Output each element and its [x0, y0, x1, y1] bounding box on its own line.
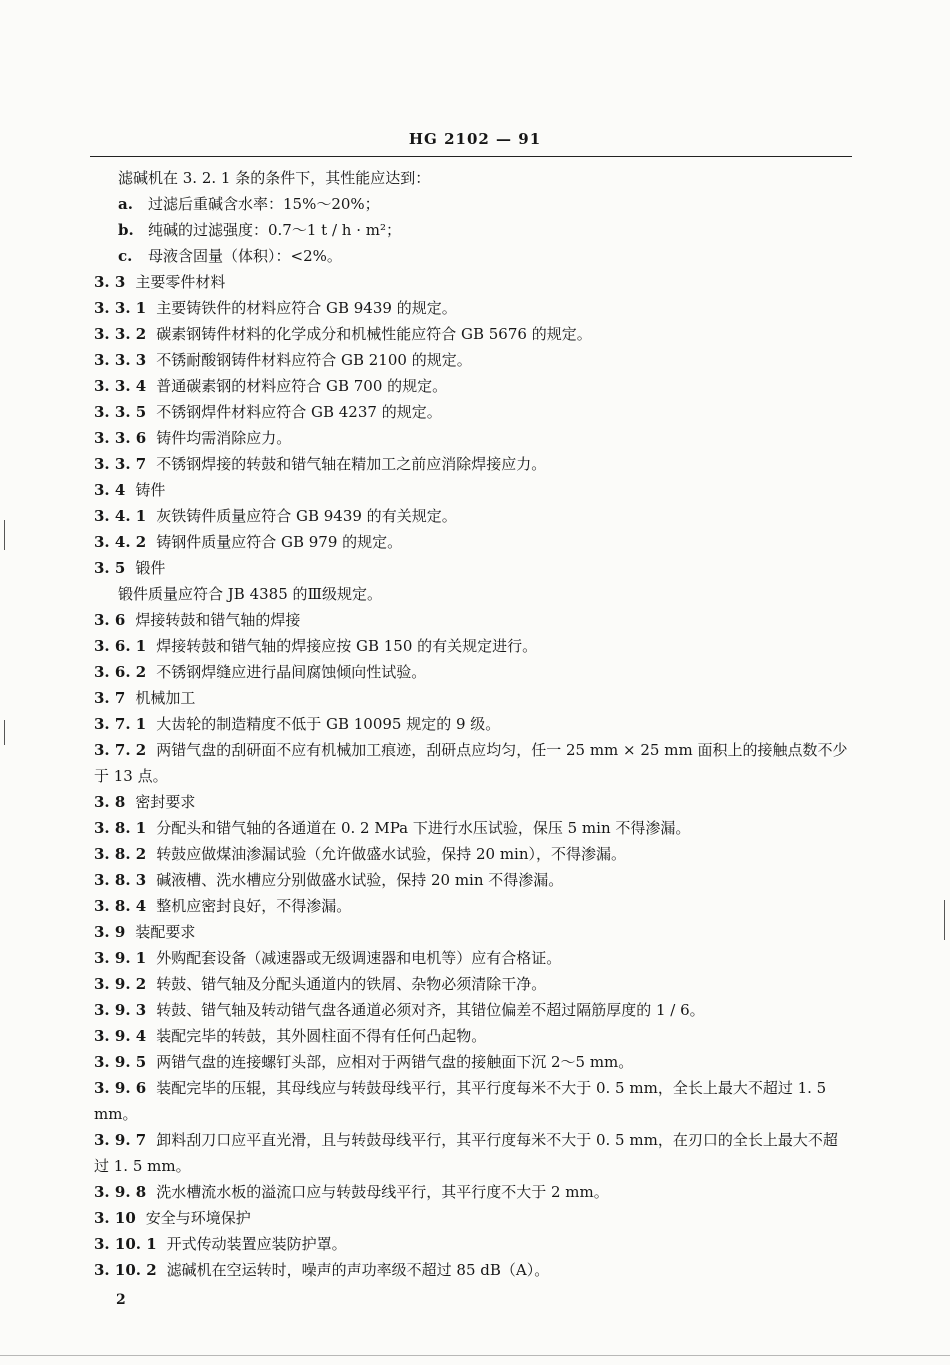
clause-text: 装配完毕的转鼓，其外圆柱面不得有任何凸起物。	[156, 1027, 487, 1045]
scan-edge	[0, 1355, 950, 1356]
clause-line	[94, 321, 850, 347]
clause-text: 机械加工	[135, 689, 196, 707]
clause-line	[94, 1049, 850, 1075]
clause-text: 普通碳素钢的材料应符合 GB 700 的规定。	[156, 377, 448, 395]
clause-line	[94, 867, 850, 893]
clause-number: 3. 4. 2	[94, 533, 147, 551]
clause-number: 3. 6. 1	[94, 637, 147, 655]
clause-line	[94, 1179, 850, 1205]
clause-text: 不锈钢焊接的转鼓和错气轴在精加工之前应消除焊接应力。	[156, 455, 547, 473]
clause-line	[94, 529, 850, 555]
clause-number: 3. 9. 3	[94, 1001, 147, 1019]
clause-text: 安全与环境保护	[145, 1209, 251, 1227]
clause-line	[94, 269, 850, 295]
clause-text: 洗水槽流水板的溢流口应与转鼓母线平行，其平行度不大于 2 mm。	[156, 1183, 609, 1201]
clause-text: 分配头和错气轴的各通道在 0. 2 MPa 下进行水压试验，保压 5 min 不得渗漏。	[156, 819, 691, 837]
clause-text: 碳素钢铸件材料的化学成分和机械性能应符合 GB 5676 的规定。	[156, 325, 592, 343]
clause-line	[94, 399, 850, 425]
intro-line: 滤碱机在 3. 2. 1 条的条件下，其性能应达到：	[118, 169, 431, 187]
clause-line	[94, 685, 850, 711]
clause-line	[94, 1023, 850, 1049]
clause-line	[94, 1257, 850, 1283]
clause-text: 铸件	[135, 481, 166, 499]
clause-text: 灰铁铸件质量应符合 GB 9439 的有关规定。	[156, 507, 457, 525]
clause-line	[94, 919, 850, 945]
item-letter: a.	[118, 195, 133, 213]
clause-text: 不锈钢焊缝应进行晶间腐蚀倾向性试验。	[156, 663, 427, 681]
item-letter: c.	[118, 247, 133, 265]
page-number: 2	[116, 1292, 126, 1308]
clause-number: 3. 3. 3	[94, 351, 147, 369]
clause-text: 铸件均需消除应力。	[156, 429, 292, 447]
clause-number: 3. 5	[94, 559, 126, 577]
header-rule	[90, 156, 852, 157]
clause-text: 装配要求	[135, 923, 196, 941]
section-list	[94, 269, 850, 581]
clause-text: 大齿轮的制造精度不低于 GB 10095 规定的 9 级。	[156, 715, 501, 733]
section-list	[94, 789, 850, 1075]
clause-line	[94, 1231, 850, 1257]
item-text: 过滤后重碱含水率：15%～20%；	[148, 195, 380, 213]
forging-note: 锻件质量应符合 JB 4385 的Ⅲ级规定。	[118, 585, 382, 603]
clause-line	[94, 659, 850, 685]
item-text: 母液含固量（体积）：<2%。	[148, 247, 342, 265]
clause-number: 3. 3. 7	[94, 455, 147, 473]
scan-mark	[4, 520, 5, 550]
item-text: 纯碱的过滤强度：0.7～1 t / h · m²；	[148, 221, 401, 239]
clause-number: 3. 7	[94, 689, 126, 707]
document-header: HG 2102 — 91	[408, 130, 542, 148]
scan-mark	[4, 720, 5, 745]
section-list	[94, 1179, 850, 1283]
clause-text: 不锈耐酸钢铸件材料应符合 GB 2100 的规定。	[156, 351, 472, 369]
clause-text: 主要铸铁件的材料应符合 GB 9439 的规定。	[156, 299, 457, 317]
performance-item	[94, 243, 850, 269]
clause-number: 3. 6	[94, 611, 126, 629]
clause-number: 3. 10	[94, 1209, 136, 1227]
clause-text: 两错气盘的连接螺钉头部，应相对于两错气盘的接触面下沉 2～5 mm。	[156, 1053, 634, 1071]
clause-number: 3. 10. 2	[94, 1261, 157, 1279]
clause-text: 锻件	[135, 559, 166, 577]
clause-text: 不锈钢焊件材料应符合 GB 4237 的规定。	[156, 403, 442, 421]
clause-text: 整机应密封良好，不得渗漏。	[156, 897, 352, 915]
clause-number: 3. 8	[94, 793, 126, 811]
clause-line	[94, 893, 850, 919]
clause-text: 焊接转鼓和错气轴的焊接	[135, 611, 301, 629]
clause-number: 3. 9	[94, 923, 126, 941]
clause-line	[94, 711, 850, 737]
clause-number: 3. 4	[94, 481, 126, 499]
clause-number: 3. 9. 7	[94, 1131, 147, 1149]
clause-line	[94, 607, 850, 633]
clause-number: 3. 3. 5	[94, 403, 147, 421]
clause-number: 3. 10. 1	[94, 1235, 157, 1253]
clause-line	[94, 295, 850, 321]
clause-text: 密封要求	[135, 793, 196, 811]
clause-number: 3. 3. 4	[94, 377, 147, 395]
clause-line	[94, 633, 850, 659]
clause-text: 装配完毕的压辊，其母线应与转鼓母线平行，其平行度每米不大于 0. 5 mm，全长上最大不超过 1. 5 mm。	[94, 1079, 827, 1123]
clause-line	[94, 1205, 850, 1231]
clause-text: 碱液槽、洗水槽应分别做盛水试验，保持 20 min 不得渗漏。	[156, 871, 564, 889]
clause-text: 铸钢件质量应符合 GB 979 的规定。	[156, 533, 403, 551]
clause-3-9-6	[94, 1075, 850, 1127]
item-letter: b.	[118, 221, 134, 239]
clause-line	[94, 373, 850, 399]
document-body	[94, 165, 850, 1283]
clause-line	[94, 815, 850, 841]
clause-3-7-2	[94, 737, 850, 789]
section-list	[94, 607, 850, 737]
clause-line	[94, 425, 850, 451]
clause-number: 3. 9. 2	[94, 975, 147, 993]
clause-number: 3. 7. 1	[94, 715, 147, 733]
clause-text: 开式传动装置应装防护罩。	[166, 1235, 347, 1253]
clause-line	[94, 503, 850, 529]
clause-line	[94, 789, 850, 815]
clause-line	[94, 477, 850, 503]
performance-item	[94, 191, 850, 217]
clause-text: 两错气盘的刮研面不应有机械加工痕迹，刮研点应均匀，任一 25 mm × 25 mm 面积上的接触点数不少于 13 点。	[94, 741, 848, 785]
clause-number: 3. 9. 8	[94, 1183, 147, 1201]
clause-text: 焊接转鼓和错气轴的焊接应按 GB 150 的有关规定进行。	[156, 637, 538, 655]
clause-number: 3. 9. 4	[94, 1027, 147, 1045]
clause-number: 3. 3	[94, 273, 126, 291]
clause-number: 3. 8. 2	[94, 845, 147, 863]
scan-mark	[944, 900, 945, 940]
clause-text: 主要零件材料	[135, 273, 226, 291]
performance-list	[94, 191, 850, 269]
clause-number: 3. 3. 6	[94, 429, 147, 447]
clause-line	[94, 451, 850, 477]
clause-3-9-7	[94, 1127, 850, 1179]
clause-line	[94, 945, 850, 971]
clause-number: 3. 4. 1	[94, 507, 147, 525]
clause-number: 3. 8. 1	[94, 819, 147, 837]
clause-line	[94, 997, 850, 1023]
clause-text: 滤碱机在空运转时，噪声的声功率级不超过 85 dB（A）。	[166, 1261, 550, 1279]
clause-text: 转鼓、错气轴及转动错气盘各通道必须对齐，其错位偏差不超过隔筋厚度的 1 / 6。	[156, 1001, 705, 1019]
clause-number: 3. 9. 5	[94, 1053, 147, 1071]
clause-number: 3. 3. 2	[94, 325, 147, 343]
clause-line	[94, 347, 850, 373]
clause-number: 3. 8. 3	[94, 871, 147, 889]
clause-text: 外购配套设备（减速器或无级调速器和电机等）应有合格证。	[156, 949, 562, 967]
clause-number: 3. 9. 6	[94, 1079, 147, 1097]
clause-number: 3. 6. 2	[94, 663, 147, 681]
clause-text: 转鼓应做煤油渗漏试验（允许做盛水试验，保持 20 min），不得渗漏。	[156, 845, 627, 863]
clause-number: 3. 7. 2	[94, 741, 147, 759]
clause-line	[94, 971, 850, 997]
clause-number: 3. 3. 1	[94, 299, 147, 317]
clause-number: 3. 9. 1	[94, 949, 147, 967]
clause-text: 转鼓、错气轴及分配头通道内的铁屑、杂物必须清除干净。	[156, 975, 547, 993]
performance-item	[94, 217, 850, 243]
clause-line	[94, 555, 850, 581]
clause-line	[94, 841, 850, 867]
clause-text: 卸料刮刀口应平直光滑，且与转鼓母线平行，其平行度每米不大于 0. 5 mm，在刃口的全长上最大不超过 1. 5 mm。	[94, 1131, 838, 1175]
clause-number: 3. 8. 4	[94, 897, 147, 915]
